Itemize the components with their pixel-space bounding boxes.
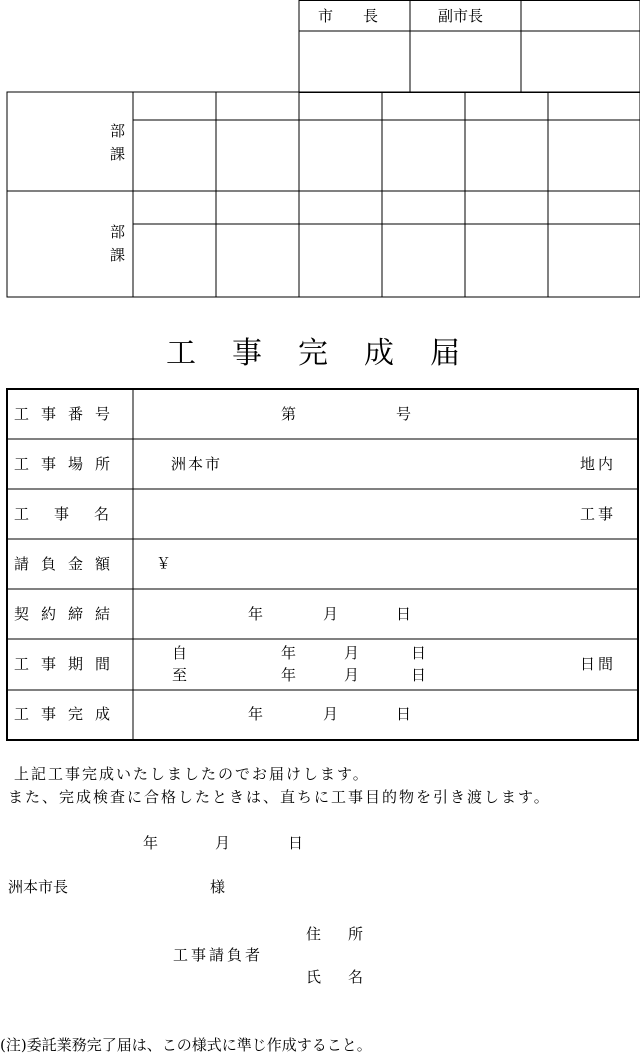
work-number-prefix: 第 [281, 405, 297, 423]
completion-date-year: 年 [248, 705, 264, 723]
submit-date-day: 日 [288, 834, 304, 852]
work-number-suffix: 号 [396, 405, 412, 423]
contract-date-label: 契約締結 [14, 605, 123, 623]
work-name-suffix: 工事 [580, 505, 617, 523]
work-site-label: 工事場所 [14, 455, 123, 473]
addressee-honorific: 様 [210, 878, 226, 896]
section-label-1: 課 [110, 145, 126, 163]
contract-date-day: 日 [396, 605, 412, 623]
page-title: 工事完成届 [166, 336, 496, 371]
mayor-label: 市 長 [318, 7, 379, 25]
dept-label-1: 部 [110, 122, 126, 140]
contract-date-month: 月 [323, 605, 339, 623]
contractor-role: 工事請負者 [173, 946, 264, 964]
statement-line-2: また、完成検査に合格したときは、直ちに工事目的物を引き渡します。 [8, 788, 551, 806]
completion-date-label: 工事完成 [14, 705, 123, 723]
work-name-label: 工 事 名 [14, 505, 115, 523]
dept-label-2: 部 [110, 223, 126, 241]
statement-line-1: 上記工事完成いたしましたのでお届けします。 [14, 765, 370, 783]
work-period-to: 至 [172, 666, 188, 684]
contractor-name-label: 氏 名 [306, 968, 370, 986]
work-period-from-year: 年 [281, 644, 297, 662]
work-number-label: 工事番号 [14, 405, 123, 423]
contract-amount-yen: ￥ [156, 554, 172, 572]
contract-date-year: 年 [248, 605, 264, 623]
work-period-from-month: 月 [344, 644, 360, 662]
section-label-2: 課 [110, 246, 126, 264]
work-period-label: 工事期間 [14, 655, 123, 673]
work-period-to-day: 日 [411, 666, 427, 684]
work-period-to-year: 年 [281, 666, 297, 684]
footnote: (注)委託業務完了届は、この様式に準じ作成すること。 [0, 1036, 372, 1054]
submit-date-year: 年 [143, 834, 159, 852]
completion-date-day: 日 [396, 705, 412, 723]
addressee-name: 洲本市長 [8, 878, 69, 896]
work-period-from-day: 日 [411, 644, 427, 662]
work-site-suffix: 地内 [580, 455, 617, 473]
work-period-from: 自 [172, 644, 188, 662]
work-period-days: 日間 [580, 655, 617, 673]
submit-date-month: 月 [215, 834, 231, 852]
contractor-address-label: 住 所 [306, 925, 370, 943]
contract-amount-label: 請負金額 [14, 555, 123, 573]
completion-date-month: 月 [323, 705, 339, 723]
work-period-to-month: 月 [344, 666, 360, 684]
deputy-mayor-label: 副市長 [438, 7, 484, 25]
work-site-city: 洲本市 [171, 455, 223, 473]
